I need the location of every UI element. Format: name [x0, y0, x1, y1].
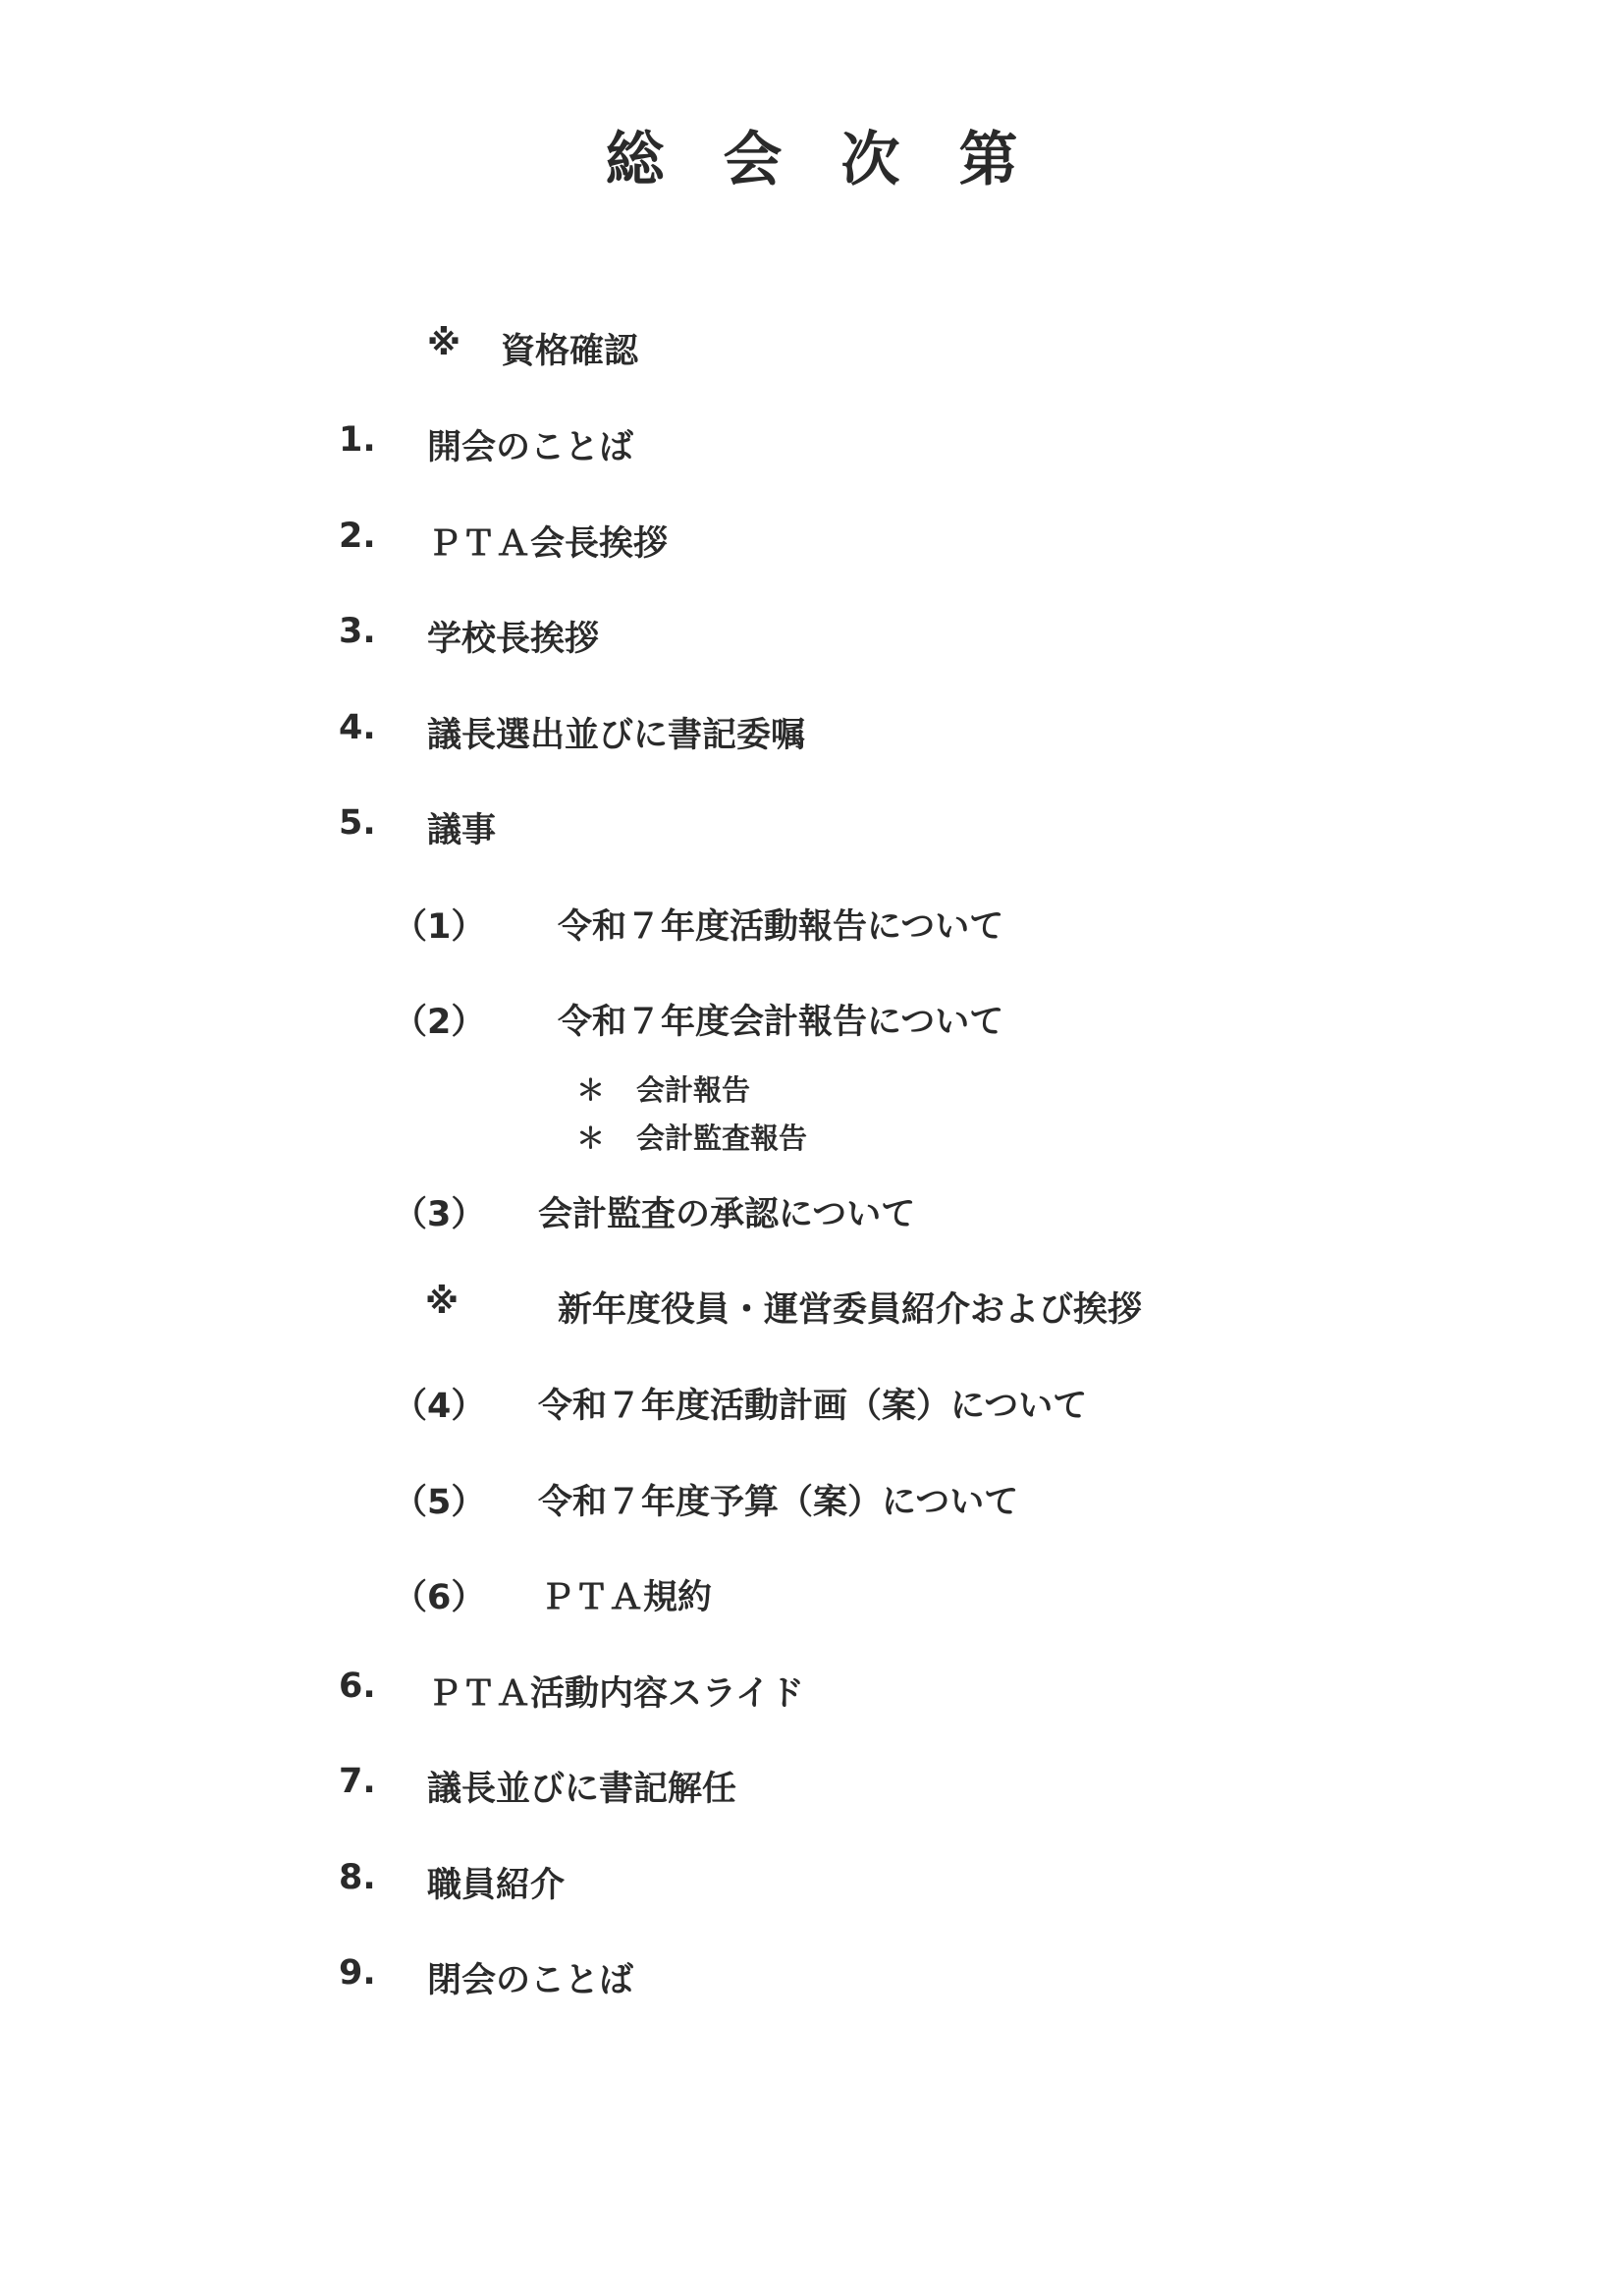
- agenda-item-text: 開会のことば: [427, 428, 634, 467]
- agenda-subitem-number: （6）: [393, 1578, 486, 1617]
- reference-mark-icon: ※: [427, 324, 461, 363]
- document-title: 総 会 次 第: [605, 126, 1018, 194]
- agenda-item-text: 議長並びに書記解任: [427, 1770, 737, 1809]
- agenda-item-number: 9.: [339, 1953, 376, 1993]
- agenda-detail-text: 会計監査報告: [636, 1121, 808, 1155]
- reference-mark-icon: ※: [425, 1283, 460, 1322]
- agenda-subitem-text: ＰＴＡ規約: [540, 1578, 713, 1617]
- agenda-item-number: 6.: [339, 1667, 376, 1706]
- agenda-item-text: ＰＴＡ会長挨拶: [427, 524, 669, 564]
- agenda-item-number: 2.: [339, 517, 376, 556]
- agenda-item-number: 4.: [339, 708, 376, 747]
- agenda-subitem-text: 令和７年度予算（案）について: [538, 1483, 1019, 1522]
- agenda-subitem-number: （4）: [393, 1387, 486, 1426]
- agenda-item-number: 1.: [339, 420, 376, 460]
- asterisk-icon: ＊: [576, 1073, 606, 1107]
- agenda-item-number: 5.: [339, 803, 376, 843]
- agenda-subitem-text: 令和７年度活動報告について: [558, 907, 1004, 947]
- agenda-subitem-number: （5）: [393, 1483, 486, 1522]
- agenda-subitem-text: 令和７年度会計報告について: [558, 1003, 1004, 1042]
- agenda-item-text: 職員紹介: [427, 1866, 566, 1905]
- agenda-item-number: 8.: [339, 1858, 376, 1897]
- agenda-item-text: ＰＴＡ活動内容スライド: [427, 1674, 804, 1714]
- agenda-item-text: 議長選出並びに書記委嘱: [427, 716, 806, 755]
- agenda-subitem-text: 令和７年度活動計画（案）について: [538, 1387, 1088, 1426]
- agenda-item-text: 資格確認: [501, 332, 639, 371]
- asterisk-icon: ＊: [576, 1121, 606, 1155]
- agenda-subitem-number: （2）: [393, 1003, 486, 1042]
- agenda-item-text: 閉会のことば: [427, 1961, 634, 2000]
- agenda-item-number: 7.: [339, 1762, 376, 1801]
- agenda-subitem-text: 新年度役員・運営委員紹介および挨拶: [558, 1290, 1143, 1330]
- agenda-detail-text: 会計報告: [636, 1073, 751, 1107]
- agenda-subitem-text: 会計監査の承認について: [538, 1195, 916, 1234]
- agenda-item-text: 議事: [427, 811, 497, 850]
- agenda-subitem-number: （3）: [393, 1195, 486, 1234]
- agenda-item-text: 学校長挨拶: [427, 620, 600, 659]
- agenda-subitem-number: （1）: [393, 907, 486, 947]
- agenda-item-number: 3.: [339, 612, 376, 651]
